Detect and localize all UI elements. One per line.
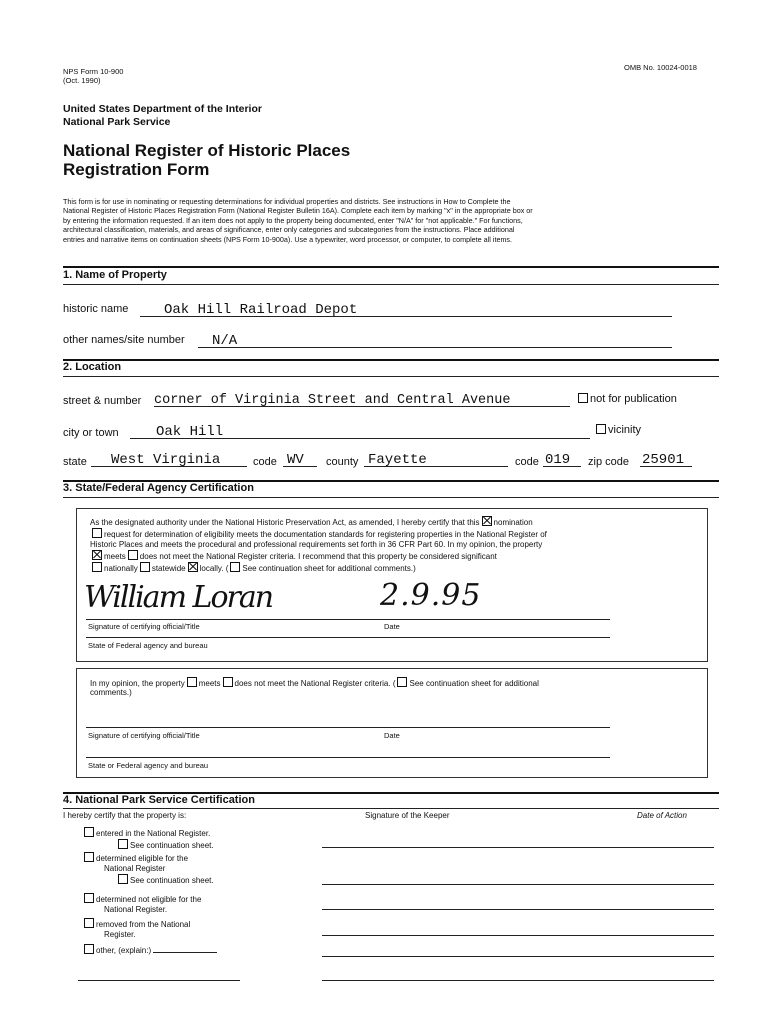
historic-name-field[interactable] <box>140 300 672 317</box>
state-field[interactable] <box>91 450 247 467</box>
not-for-publication-label: not for publication <box>590 393 677 405</box>
op-meets-label: meets <box>198 679 221 688</box>
page-subtitle: Registration Form <box>63 160 210 179</box>
city-value: Oak Hill <box>156 424 224 440</box>
form-number: NPS Form 10-900 <box>63 67 124 76</box>
county-value: Fayette <box>368 452 427 468</box>
request-checkbox[interactable] <box>92 528 102 538</box>
state-code-label: code <box>253 456 277 468</box>
page-title: National Register of Historic Places <box>63 141 351 160</box>
signature-date: 2.9.95 <box>380 578 482 613</box>
op-meets-checkbox[interactable] <box>187 677 197 687</box>
county-code-field[interactable] <box>543 450 581 467</box>
county-field[interactable] <box>364 450 508 467</box>
opt-removed[interactable] <box>82 918 190 940</box>
section-3-heading: 3. State/Federal Agency Certification <box>63 482 254 494</box>
vicinity-label: vicinity <box>608 424 642 436</box>
county-code-value: 019 <box>545 452 571 468</box>
vicinity[interactable] <box>594 424 641 436</box>
service: National Park Service <box>63 116 171 128</box>
meets-label: meets <box>104 552 126 561</box>
zip-value: 25901 <box>642 452 685 468</box>
street-label: street & number <box>63 395 142 407</box>
nationally-checkbox[interactable] <box>92 562 102 572</box>
opt2b-label: National Register <box>104 864 166 873</box>
op-not-checkbox[interactable] <box>223 677 233 687</box>
sig-label: Signature of certifying official/Title <box>88 622 200 631</box>
opinion-line-2: comments.) <box>90 688 132 697</box>
other-checkbox[interactable] <box>84 944 94 954</box>
opt-other[interactable] <box>82 944 217 956</box>
section-1-heading: 1. Name of Property <box>63 269 167 281</box>
meets-checkbox[interactable] <box>92 550 102 560</box>
instruction-line: architectural classification, materials, and areas of significance, enter only categories and subcategories from the instructions. Place additional <box>63 225 515 235</box>
op-not-label: does not meet the National Register criteria. ( <box>234 679 396 688</box>
other-names-value: N/A <box>212 333 238 349</box>
state-code-field[interactable] <box>283 450 317 467</box>
city-label: city or town <box>63 427 119 439</box>
eligible-checkbox[interactable] <box>84 852 94 862</box>
instructions <box>63 197 723 244</box>
date-label: Date <box>384 622 400 631</box>
entered-checkbox[interactable] <box>84 827 94 837</box>
s4-intro: I hereby certify that the property is: <box>63 811 187 820</box>
cert-p3: Historic Places and meets the procedural and professional requirements set forth in 36 CFR Part 60. In my opinion, the property <box>90 540 543 549</box>
section-4-heading: 4. National Park Service Certification <box>63 794 255 806</box>
street-value: corner of Virginia Street and Central Avenue <box>154 393 511 408</box>
cert-text <box>90 516 700 574</box>
op1: In my opinion, the property <box>90 679 185 688</box>
historic-name-value: Oak Hill Railroad Depot <box>164 302 358 318</box>
opt-eligible[interactable] <box>82 852 214 886</box>
does-not-meet-checkbox[interactable] <box>128 550 138 560</box>
zip-field[interactable] <box>640 450 692 467</box>
vicinity-checkbox[interactable] <box>596 424 606 434</box>
opt2-cont-label: See continuation sheet. <box>130 876 214 885</box>
opt1-label: entered in the National Register. <box>96 829 211 838</box>
instruction-line: National Register of Historic Places Registration Form (National Register Bulletin 16A). Complete each item by marking "x" in the appropriate box or <box>63 206 533 216</box>
nomination-label: nomination <box>493 518 533 527</box>
cert-line-3 <box>90 540 700 550</box>
removed-checkbox[interactable] <box>84 918 94 928</box>
statewide-label: statewide <box>151 564 186 573</box>
opt3a-label: determined not eligible for the <box>96 895 202 904</box>
state-code-value: WV <box>287 452 304 468</box>
other-names-field[interactable] <box>198 331 672 348</box>
other-names-label: other names/site number <box>63 334 185 346</box>
street-field[interactable] <box>154 390 570 407</box>
continuation-checkbox[interactable] <box>230 562 240 572</box>
opinion-line-1 <box>90 677 539 689</box>
statewide-checkbox[interactable] <box>140 562 150 572</box>
not-for-publication-checkbox[interactable] <box>578 393 588 403</box>
cert-line-4 <box>90 550 700 562</box>
instruction-line: by entering the information requested. If an item does not apply to the property being documented, enter "N/A" for "not applicable." For functions, <box>63 215 523 225</box>
cert-line-5 <box>90 562 700 574</box>
opt1-cont-label: See continuation sheet. <box>130 841 214 850</box>
city-field[interactable] <box>130 422 590 439</box>
omb-number: OMB No. 10024-0018 <box>624 63 697 72</box>
county-label: county <box>326 456 359 468</box>
agency2-label: State or Federal agency and bureau <box>88 761 209 770</box>
signature: William Loran <box>84 580 273 615</box>
cert-p5: See continuation sheet for additional comments.) <box>242 564 416 573</box>
locally-checkbox[interactable] <box>188 562 198 572</box>
opt3b-label: National Register. <box>104 905 168 914</box>
opt2a-label: determined eligible for the <box>96 854 189 863</box>
sig2-label: Signature of certifying official/Title <box>88 731 200 740</box>
opt-not-eligible[interactable] <box>82 893 201 915</box>
instruction-line: This form is for use in nominating or requesting determinations for individual properties and districts. See instructions in How to Complete the <box>63 197 511 206</box>
not-for-publication[interactable] <box>576 393 677 405</box>
state-value: West Virginia <box>111 452 221 468</box>
cert-p4: does not meet the National Register criteria. I recommend that this property be considered significant <box>139 552 497 561</box>
zip-label: zip code <box>588 456 629 468</box>
cert-p2: request for determination of eligibility meets the documentation standards for registering properties in the National Register of <box>104 530 547 539</box>
locally-label: locally. ( <box>199 564 229 573</box>
nomination-checkbox[interactable] <box>482 516 492 526</box>
date2-label: Date <box>384 731 400 740</box>
not-eligible-checkbox[interactable] <box>84 893 94 903</box>
entered-cont-checkbox[interactable] <box>118 839 128 849</box>
cert-line-2 <box>90 528 700 540</box>
opt-entered[interactable] <box>82 827 214 851</box>
cert-line-1 <box>90 516 700 528</box>
op-cont-checkbox[interactable] <box>397 677 407 687</box>
department: United States Department of the Interior <box>63 103 262 115</box>
opt4a-label: removed from the National <box>96 920 191 929</box>
form-date: (Oct. 1990) <box>63 76 101 85</box>
keeper-label: Signature of the Keeper <box>365 811 450 820</box>
state-label: state <box>63 456 87 468</box>
opt4b-label: Register. <box>104 930 136 939</box>
instruction-line: entries and narrative items on continuation sheets (NPS Form 10-900a). Use a typewriter, word processor, or computer, to complete all items. <box>63 234 513 244</box>
eligible-cont-checkbox[interactable] <box>118 874 128 884</box>
cert-p1: As the designated authority under the National Historic Preservation Act, as amended, I hereby certify that this <box>90 518 480 527</box>
county-code-label: code <box>515 456 539 468</box>
nationally-label: nationally <box>104 564 138 573</box>
historic-name-label: historic name <box>63 303 129 315</box>
section-2-heading: 2. Location <box>63 361 122 373</box>
opt5-label: other, (explain:) <box>96 946 152 955</box>
agency-label: State of Federal agency and bureau <box>88 641 208 650</box>
op-cont-label: See continuation sheet for additional <box>409 679 539 688</box>
date-of-action-label: Date of Action <box>637 811 687 820</box>
